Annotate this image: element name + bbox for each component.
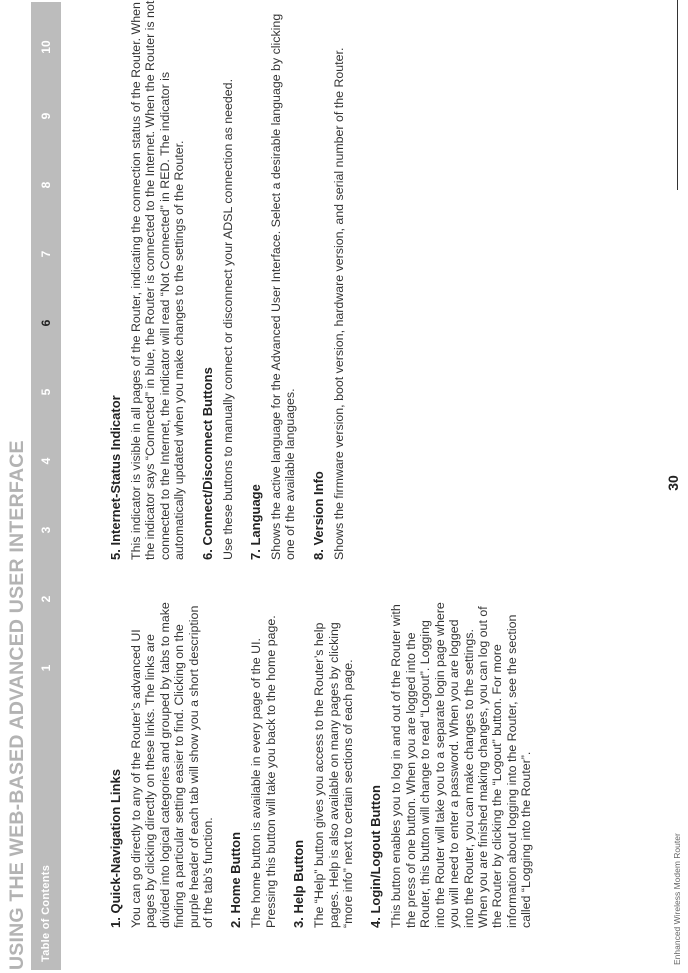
- section-body: This indicator is visible in all pages of the Router, indicating the connection status of the Router. When the indicator says “Connected” in blue, the Router is connected to the Internet. When the Router is not connected to the Internet, the indicator will read “Not Connected” in RED. The indicator is automatically updated when you make changes to the settings of the Router.: [129, 0, 187, 560]
- chapter-navigation-bar: [31, 2, 61, 970]
- section-title: 3. Help Button: [291, 839, 307, 928]
- section-body: You can go directly to any of the Router’s advanced UI pages by clicking directly on these links. The links are divided into logical categories and grouped by tabs to make finding a particular setting easier to find. Clicking on the purple header of each tab will show you a short description of the tab’s function.: [129, 602, 216, 928]
- left-column: [108, 600, 547, 928]
- footer-divider: [677, 0, 678, 190]
- chapter-tab-2[interactable]: 2: [39, 595, 53, 603]
- section-language: [248, 0, 298, 560]
- section-quick-navigation-links: [108, 600, 215, 928]
- section-body: Use these buttons to manually connect or disconnect your ADSL connection as needed.: [220, 78, 235, 560]
- section-body: This button enables you to log in and out of the Router with the press of one button. When you are logged into the Router, this button will change to read “Logout”. Logging into the Router will take you to a separate login page where you will need to enter a password. When you are logged into the Router, you can make changes to the settings. When you are finished making changes, you can log out of the Router by clicking the “Logout” button. For more information about logging into the Router, see the section called “Logging into the Router”.: [389, 602, 534, 928]
- chapter-tab-9[interactable]: 9: [39, 112, 53, 120]
- footer-product-name: Enhanced Wireless Modem Router: [672, 833, 682, 965]
- section-title: 4. Login/Logout Button: [368, 785, 384, 928]
- chapter-tab-3[interactable]: 3: [39, 526, 53, 534]
- section-title: 7. Language: [248, 484, 264, 560]
- section-body: The “Help” button gives you access to the Router’s help pages. Help is also available on many pages by clicking “more info” next to certain sections of each page.: [312, 622, 356, 928]
- chapter-tab-8[interactable]: 8: [39, 181, 53, 189]
- section-body: Shows the firmware version, boot version, hardware version, and serial number of the Router.: [331, 47, 346, 560]
- chapter-tab-6[interactable]: 6: [39, 319, 53, 327]
- chapter-tab-1[interactable]: 1: [39, 664, 53, 672]
- chapter-tab-5[interactable]: 5: [39, 388, 53, 396]
- page-header-title: USING THE WEB-BASED ADVANCED USER INTERFACE: [6, 440, 28, 970]
- chapter-tab-10[interactable]: 10: [39, 40, 53, 54]
- section-help-button: [291, 600, 355, 928]
- section-home-button: [228, 600, 278, 928]
- right-column: [108, 0, 359, 560]
- section-internet-status-indicator: [108, 0, 187, 560]
- chapter-tab-4[interactable]: 4: [39, 457, 53, 465]
- page-number: 30: [665, 475, 681, 491]
- section-body: Shows the active language for the Advanced User Interface. Select a desirable language by clicking one of the available languages.: [269, 13, 298, 560]
- section-connect-disconnect-buttons: [200, 0, 235, 560]
- section-login-logout-button: [368, 600, 533, 928]
- section-title: 8. Version Info: [310, 471, 326, 560]
- chapter-tab-7[interactable]: 7: [39, 250, 53, 258]
- section-title: 6. Connect/Disconnect Buttons: [199, 367, 215, 560]
- section-title: 2. Home Button: [228, 831, 244, 928]
- section-body: The home button is available in every page of the UI. Pressing this button will take you back to the home page.: [249, 615, 278, 928]
- section-version-info: [311, 0, 346, 560]
- table-of-contents-link[interactable]: Table of Contents: [40, 864, 52, 962]
- section-title: 1. Quick-Navigation Links: [108, 769, 123, 928]
- section-title: 5. Internet-Status Indicator: [108, 395, 123, 560]
